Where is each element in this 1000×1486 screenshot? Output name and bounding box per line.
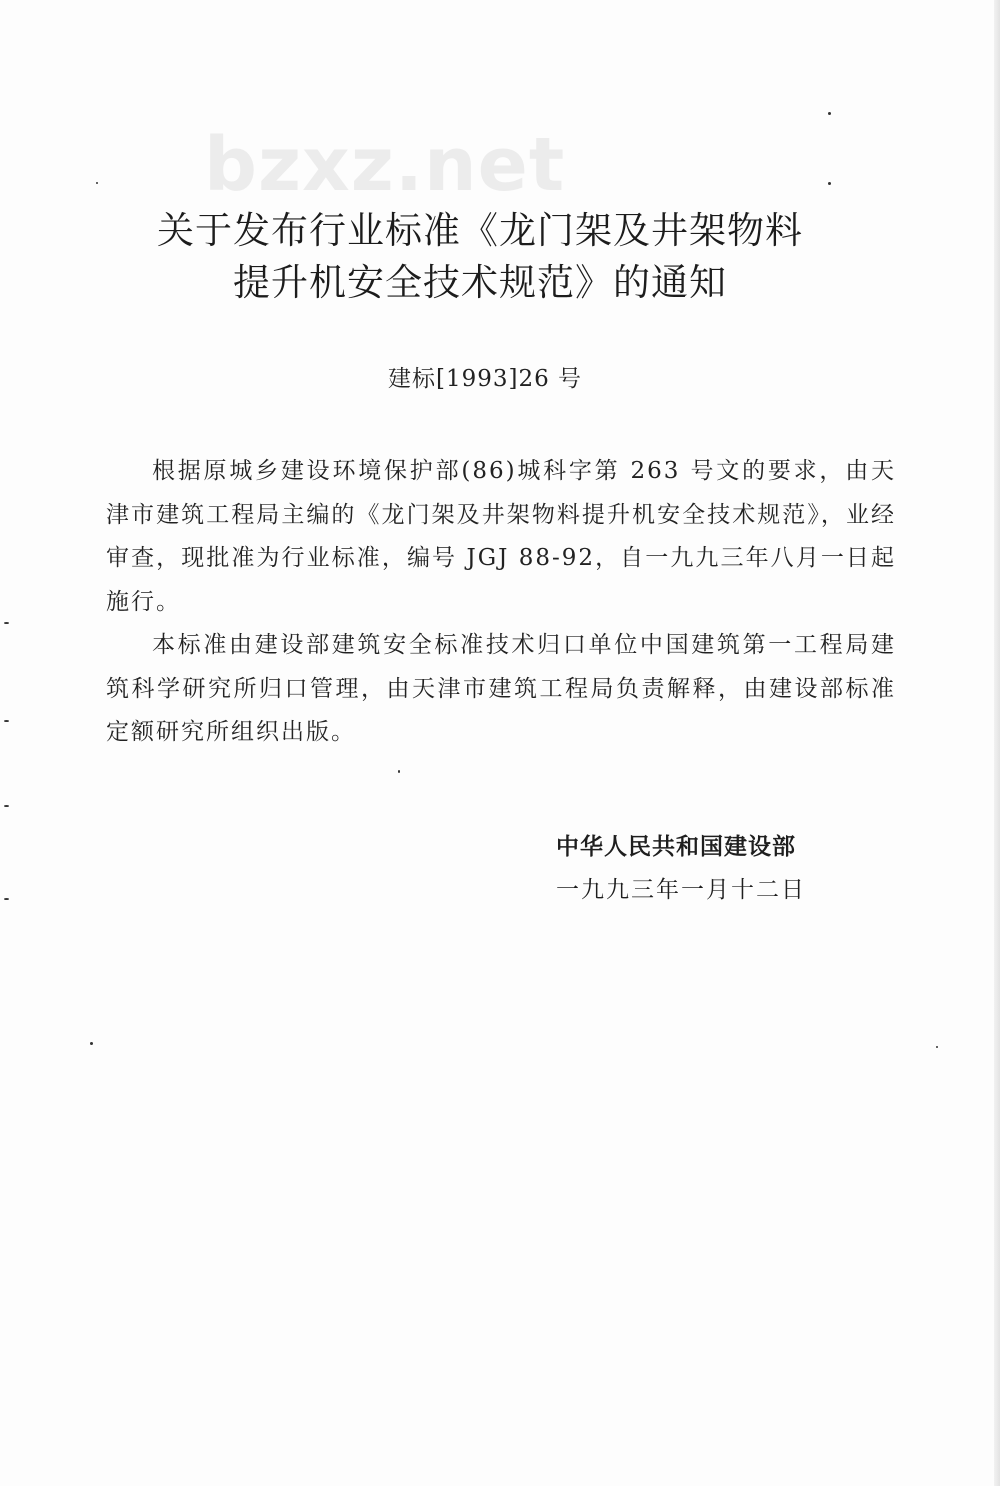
notice-title-line-2: 提升机安全技术规范》的通知 [233, 261, 727, 304]
scan-speck [4, 622, 9, 624]
scan-speck [4, 898, 9, 900]
scan-speck [398, 770, 400, 773]
scan-speck [96, 182, 98, 184]
issue-date: 一九九三年一月十二日 [556, 877, 806, 903]
scan-speck [936, 1046, 938, 1048]
signature-block [556, 826, 806, 912]
scan-speck [828, 112, 831, 115]
scan-speck [4, 720, 9, 722]
scan-speck [4, 805, 9, 807]
notice-title [0, 205, 960, 309]
body-paragraph-2: 本标准由建设部建筑安全标准技术归口单位中国建筑第一工程局建筑科学研究所归口管理，由天津市建筑工程局负责解释，由建设部标准定额研究所组织出版。 [106, 632, 896, 745]
issuing-organization: 中华人民共和国建设部 [556, 834, 796, 860]
document-number: 建标[1993]26 号 [388, 366, 583, 392]
notice-title-line-1: 关于发布行业标准《龙门架及井架物料 [157, 209, 803, 252]
page-edge-shadow [994, 0, 1000, 1486]
body-paragraph-1: 根据原城乡建设环境保护部(86)城科字第 263 号文的要求，由天津市建筑工程局主编的《龙门架及井架物料提升机安全技术规范》，业经审查，现批准为行业标准，编号 JGJ 88-92，自一九九三年八月一日起施行。 [106, 458, 896, 615]
watermark: bzxz.net [204, 122, 566, 208]
scan-speck [828, 182, 831, 185]
scan-speck [90, 1042, 93, 1045]
notice-body [106, 450, 896, 755]
